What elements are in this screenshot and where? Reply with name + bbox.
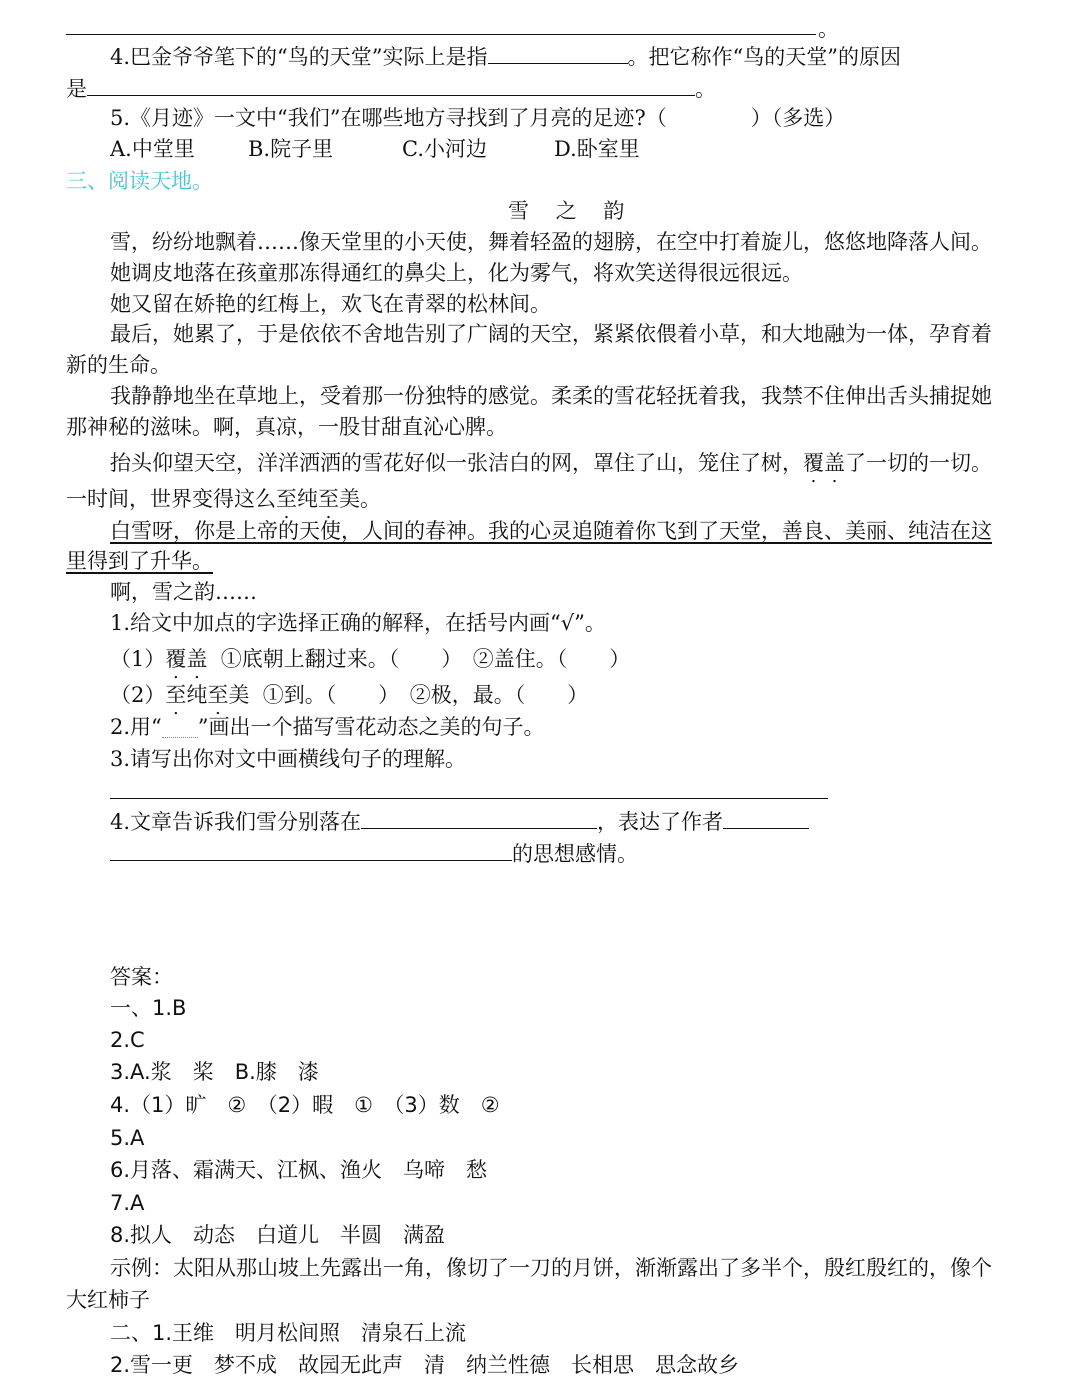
passage-p6-line1 [110, 448, 992, 478]
passage-p8: 啊，雪之韵…… [110, 580, 257, 604]
passage-p6-line2 [66, 484, 381, 514]
dotted-char: 至 [318, 487, 339, 511]
answer-line: 一、1.B [110, 996, 187, 1020]
passage-p7-line2: 里得到了升华。 [66, 549, 213, 573]
question-4-reading-cont [110, 838, 638, 869]
question-2 [110, 712, 545, 742]
answer-line: 7.A [110, 1191, 145, 1215]
q1-2-options: ①到。（ ） ②极，最。（ ） [262, 683, 589, 707]
p6-text-mid: 纯 [297, 487, 318, 511]
question-1-1 [110, 644, 630, 674]
answer-line: 4.（1）旷 ② （2）暇 ① （3）数 ② [110, 1093, 500, 1117]
q2-text-pre: 2.用“ [110, 715, 162, 739]
q4-text-4: 。 [695, 77, 716, 101]
q5-option-d: D.卧室里 [554, 137, 640, 161]
answer-sec2-1: 二、1.王维 明月松间照 清泉石上流 [110, 1321, 467, 1345]
p6-text-pre-2: 一时间，世界变得这么 [66, 487, 276, 511]
passage-p4-line1: 最后，她累了，于是依依不舍地告别了广阔的天空，紧紧依偎着小草，和大地融为一体，孕育着 [110, 322, 992, 346]
answer-example-line1: 示例：太阳从那山坡上先露出一角，像切了一刀的月饼，渐渐露出了多半个，殷红殷红的，像个 [110, 1256, 992, 1280]
answer-line: 8.拟人 动态 白道儿 半圆 满盈 [110, 1223, 446, 1247]
passage-p7-line1: 白雪呀，你是上帝的天使，人间的春神。我的心灵追随着你飞到了天堂，善良、美丽、纯洁在这 [110, 519, 992, 543]
q4r-text-post: 的思想感情。 [512, 842, 638, 866]
p6-text-pre: 抬头仰望天空，洋洋洒洒的雪花好似一张洁白的网，罩住了山，笼住了树， [110, 451, 803, 475]
p6-text-post-2: 美。 [339, 487, 381, 511]
question-5: 5.《月迹》一文中“我们”在哪些地方寻找到了月亮的足迹?（ ）（多选） [110, 106, 846, 130]
passage-p5-line1: 我静静地坐在草地上，受着那一份独特的感觉。柔柔的雪花轻抚着我，我禁不住伸出舌头捕捉她 [110, 384, 992, 408]
p6-text-post: 了一切的一切。 [845, 451, 992, 475]
q1-2-char: 纯 [186, 683, 208, 707]
question-1: 1.给文中加点的字选择正确的解释，在括号内画“√”。 [110, 611, 606, 635]
answer-line: 6.月落、霜满天、江枫、渔火 乌啼 愁 [110, 1158, 488, 1182]
q5-option-a: A.中堂里 [110, 137, 195, 161]
dotted-char: 盖 [824, 451, 845, 475]
answers-heading: 答案： [110, 965, 173, 989]
answer-line-top [66, 34, 816, 35]
q1-1-label: （1） [110, 647, 166, 671]
passage-title: 雪 之 韵 [508, 199, 635, 223]
dotted-char: 至 [276, 487, 297, 511]
passage-p5-line2: 那神秘的滋味。啊，真凉，一股甘甜直沁心脾。 [66, 415, 507, 439]
q5-option-c: C.小河边 [402, 137, 487, 161]
question-4-cont [66, 73, 716, 104]
q4-blank-1 [488, 41, 628, 64]
top-end-punct: 。 [818, 17, 839, 41]
passage-p4-line2: 新的生命。 [66, 353, 171, 377]
passage-p1: 雪，纷纷地飘着……像天堂里的小天使，舞着轻盈的翅膀，在空中打着旋儿，悠悠地降落人间。 [110, 230, 992, 254]
q4r-blank-2 [723, 806, 809, 829]
question-3: 3.请写出你对文中画横线句子的理解。 [110, 747, 467, 771]
q1-2-char: 美 [228, 683, 250, 707]
q4r-text-pre: 4.文章告诉我们雪分别落在 [110, 810, 362, 834]
q4-text-3: 是 [66, 77, 87, 101]
q2-text-post: ”画出一个描写雪花动态之美的句子。 [197, 715, 545, 739]
q4-blank-2 [87, 73, 695, 96]
dotted-char: 至 [165, 683, 187, 707]
passage-p3: 她又留在娇艳的红梅上，欢飞在青翠的松林间。 [110, 292, 551, 316]
passage-p2: 她调皮地落在孩童那冻得通红的鼻尖上，化为雾气，将欢笑送得很远很远。 [110, 261, 803, 285]
dotted-char: 覆 [165, 647, 187, 671]
question-4 [110, 41, 901, 72]
answer-line: 5.A [110, 1126, 145, 1150]
q3-answer-line [110, 798, 828, 799]
answer-example-line2: 大红柿子 [66, 1288, 150, 1312]
q1-2-label: （2） [110, 683, 166, 707]
answer-sec2-2: 2.雪一更 梦不成 故园无此声 清 纳兰性德 长相思 思念故乡 [110, 1353, 740, 1377]
section-3-heading: 三、阅读天地。 [66, 169, 213, 193]
question-1-2 [110, 680, 588, 710]
dotted-char: 盖 [186, 647, 208, 671]
q5-option-b: B.院子里 [248, 137, 334, 161]
q4-text-1: 4.巴金爷爷笔下的“鸟的天堂”实际上是指 [110, 45, 488, 69]
question-4-reading [110, 806, 809, 837]
answer-line: 2.C [110, 1028, 145, 1052]
dotted-char: 至 [207, 683, 229, 707]
q4-text-2: 。把它称作“鸟的天堂”的原因 [627, 45, 901, 69]
q4r-blank-3 [110, 838, 512, 861]
q4r-text-mid: ，表达了作者 [597, 810, 724, 834]
wavy-line-sample [162, 719, 198, 738]
answer-line: 3.A.浆 桨 B.膝 漆 [110, 1060, 319, 1084]
q1-1-options: ①底朝上翻过来。（ ） ②盖住。（ ） [220, 647, 631, 671]
q4r-blank-1 [361, 806, 597, 829]
dotted-char: 覆 [803, 451, 824, 475]
